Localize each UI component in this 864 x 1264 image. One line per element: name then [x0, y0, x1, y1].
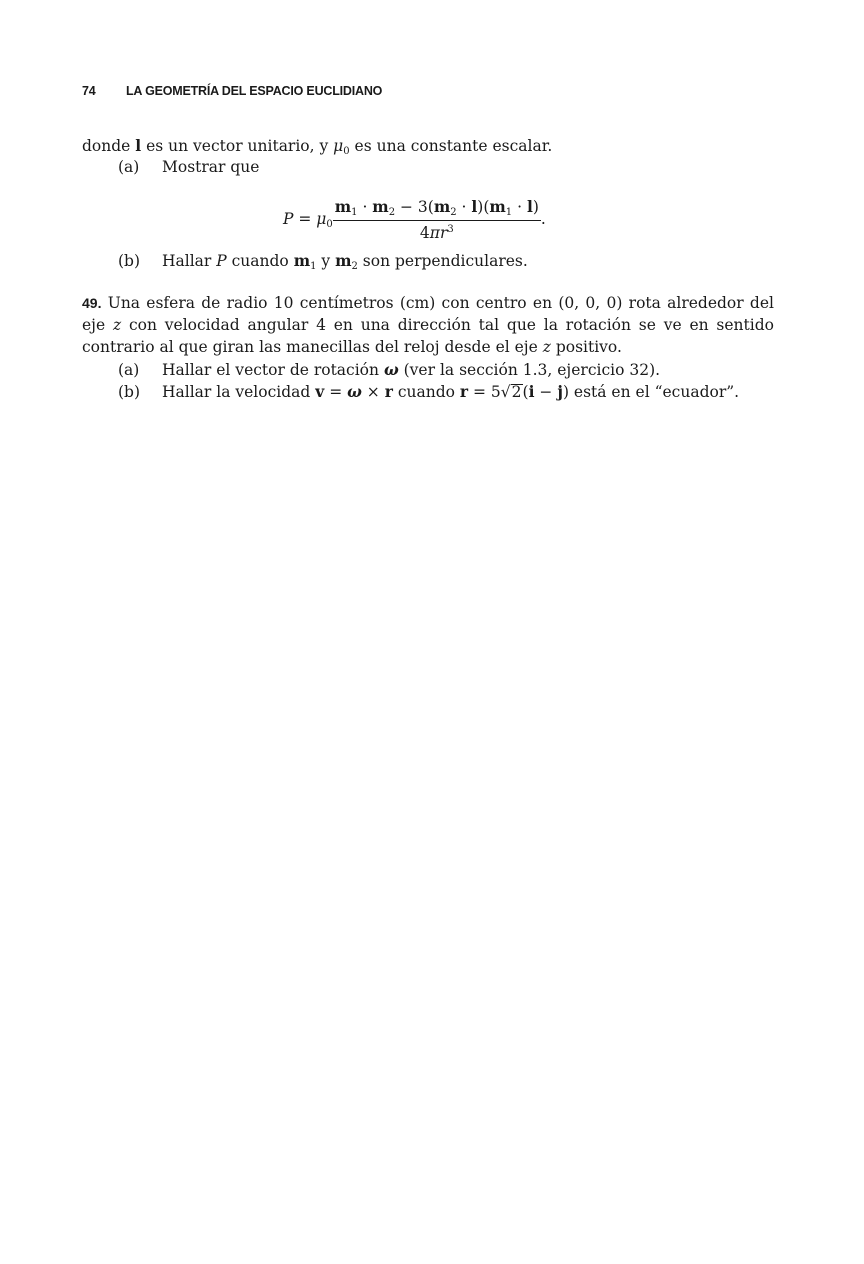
part-label: (a) — [118, 158, 140, 176]
mu-symbol: μ — [333, 137, 344, 155]
part-label: (b) — [118, 252, 141, 270]
exercise-49-part-b: (b) Hallar la velocidad v = ω × r cuando r = 5√2(i − j) está en el “ecuador”. — [118, 382, 740, 401]
radicand: 2 — [511, 383, 522, 401]
part-b: (b) Hallar P cuando $m_1$ y $m_2$ son perpendiculares. — [118, 251, 528, 272]
continuation-line: donde l es un vector unitario, y $\mu_0$ es una constante escalar. — [82, 136, 553, 157]
exercise-49-line3: contrario al que giran las manecillas del reloj desde el eje z positivo. — [82, 338, 622, 356]
exercise-number: 49. — [82, 295, 102, 311]
page-number: 74 — [82, 84, 96, 98]
exercise-49-line1: 49. Una esfera de radio 10 centímetros (cm) con centro en (0, 0, 0) rota alrededor del — [82, 294, 774, 312]
exercise-49-part-a: (a) Hallar el vector de rotación ω (ver la sección 1.3, ejercicio 32). — [118, 360, 661, 379]
part-label: (a) — [118, 361, 140, 379]
part-a: (a) Mostrar que — [118, 158, 260, 176]
running-title: LA GEOMETRÍA DEL ESPACIO EUCLIDIANO — [126, 84, 383, 98]
vector-l: l — [135, 136, 142, 155]
display-formula: $P = \mu_0$ $\frac{m_1 \cdot m_2 - 3(m_2 \cdot l)(m_1 \cdot l)}{4\pi r^3}$ . — [283, 197, 546, 242]
part-label: (b) — [118, 383, 141, 401]
running-header — [82, 84, 382, 98]
fraction-numerator: $m_1 \cdot m_2 - 3(m_2 \cdot l)(m_1 \cdot l)$ — [333, 196, 541, 221]
exercise-49-line2: eje z con velocidad angular 4 en una dirección tal que la rotación se ve en sentido — [82, 316, 774, 334]
fraction — [333, 196, 541, 244]
fraction-denominator: $4\pi r^3$ — [419, 224, 454, 242]
